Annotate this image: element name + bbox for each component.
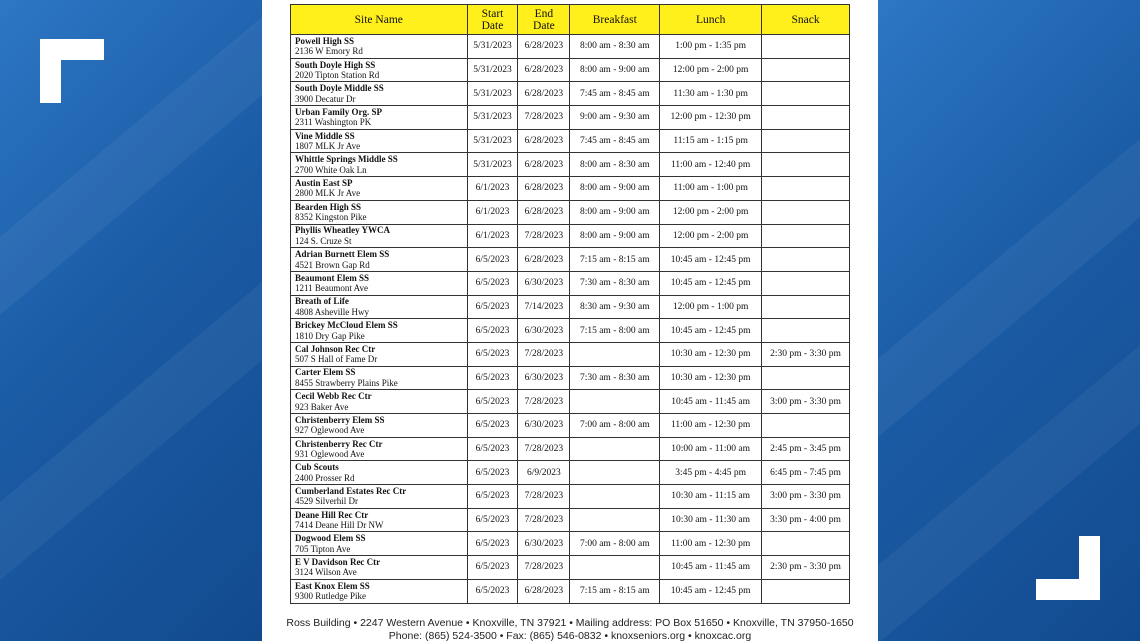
cell-breakfast: 7:30 am - 8:30 am — [570, 271, 660, 295]
header-start-line1: Start — [481, 7, 504, 20]
cell-start-date: 6/5/2023 — [467, 579, 518, 603]
cell-lunch: 10:45 am - 11:45 am — [660, 390, 762, 414]
site-name: Cecil Webb Rec Ctr — [295, 391, 372, 402]
header-start-line2: Date — [481, 19, 504, 32]
header-breakfast: Breakfast — [570, 5, 660, 35]
cell-site — [291, 82, 468, 106]
site-name: Cal Johnson Rec Ctr — [295, 343, 376, 354]
cell-lunch: 11:00 am - 12:40 pm — [660, 153, 762, 177]
cell-lunch: 11:15 am - 1:15 pm — [660, 129, 762, 153]
cell-snack — [762, 106, 850, 130]
site-name: Cub Scouts — [295, 462, 339, 473]
cell-snack — [762, 366, 850, 390]
cell-start-date: 6/5/2023 — [467, 532, 518, 556]
cell-start-date: 6/5/2023 — [467, 366, 518, 390]
cell-end-date: 6/9/2023 — [518, 461, 570, 485]
corner-bracket-top-left-icon — [40, 39, 104, 103]
cell-end-date: 6/30/2023 — [518, 414, 570, 438]
cell-lunch: 3:45 pm - 4:45 pm — [660, 461, 762, 485]
cell-site — [291, 248, 468, 272]
cell-start-date: 6/5/2023 — [467, 271, 518, 295]
cell-end-date: 7/28/2023 — [518, 437, 570, 461]
cell-snack — [762, 200, 850, 224]
site-address: 3124 Wilson Ave — [295, 567, 357, 578]
cell-end-date: 7/28/2023 — [518, 485, 570, 509]
site-name: Cumberland Estates Rec Ctr — [295, 485, 407, 496]
table-row — [291, 437, 850, 461]
cell-site — [291, 508, 468, 532]
cell-end-date: 6/28/2023 — [518, 82, 570, 106]
cell-lunch: 12:00 pm - 2:00 pm — [660, 58, 762, 82]
cell-lunch: 10:30 am - 12:30 pm — [660, 342, 762, 366]
cell-start-date: 6/5/2023 — [467, 437, 518, 461]
cell-breakfast: 7:00 am - 8:00 am — [570, 414, 660, 438]
cell-breakfast: 8:00 am - 9:00 am — [570, 58, 660, 82]
header-snack: Snack — [762, 5, 850, 35]
cell-site — [291, 153, 468, 177]
cell-lunch: 11:00 am - 1:00 pm — [660, 177, 762, 201]
cell-snack — [762, 177, 850, 201]
cell-snack — [762, 271, 850, 295]
cell-breakfast: 7:45 am - 8:45 am — [570, 129, 660, 153]
cell-breakfast: 8:00 am - 8:30 am — [570, 153, 660, 177]
cell-lunch: 10:45 am - 12:45 pm — [660, 319, 762, 343]
cell-breakfast: 8:30 am - 9:30 am — [570, 295, 660, 319]
table-row — [291, 35, 850, 59]
site-name: Carter Elem SS — [295, 367, 356, 378]
cell-site — [291, 390, 468, 414]
cell-breakfast: 8:00 am - 9:00 am — [570, 177, 660, 201]
table-row — [291, 579, 850, 603]
cell-snack — [762, 35, 850, 59]
cell-end-date: 7/28/2023 — [518, 342, 570, 366]
cell-snack: 2:45 pm - 3:45 pm — [762, 437, 850, 461]
site-address: 2136 W Emory Rd — [295, 46, 363, 57]
site-address: 4521 Brown Gap Rd — [295, 259, 370, 270]
cell-snack — [762, 153, 850, 177]
site-address: 3900 Decatur Dr — [295, 93, 356, 104]
cell-site — [291, 342, 468, 366]
cell-end-date: 6/28/2023 — [518, 200, 570, 224]
cell-snack: 3:30 pm - 4:00 pm — [762, 508, 850, 532]
table-row — [291, 295, 850, 319]
cell-site — [291, 295, 468, 319]
site-address: 931 Oglewood Ave — [295, 449, 365, 460]
cell-start-date: 5/31/2023 — [467, 106, 518, 130]
cell-end-date: 6/30/2023 — [518, 532, 570, 556]
cell-breakfast — [570, 508, 660, 532]
footer-address-line: Ross Building • 2247 Western Avenue • Knoxville, TN 37921 • Mailing address: PO Box 51650 • Knoxville, TN 37950-1650 — [286, 617, 854, 629]
cell-end-date: 7/28/2023 — [518, 508, 570, 532]
site-name: South Doyle Middle SS — [295, 83, 384, 94]
footer-contact-line: Phone: (865) 524-3500 • Fax: (865) 546-0832 • knoxseniors.org • knoxcac.org — [388, 630, 752, 641]
cell-lunch: 10:45 am - 11:45 am — [660, 556, 762, 580]
site-address: 2800 MLK Jr Ave — [295, 188, 361, 199]
cell-start-date: 5/31/2023 — [467, 35, 518, 59]
document-page — [262, 0, 878, 641]
cell-start-date: 6/5/2023 — [467, 319, 518, 343]
cell-snack — [762, 82, 850, 106]
cell-end-date: 6/30/2023 — [518, 319, 570, 343]
cell-lunch: 10:45 am - 12:45 pm — [660, 248, 762, 272]
cell-breakfast: 7:15 am - 8:00 am — [570, 319, 660, 343]
cell-site — [291, 579, 468, 603]
table-row — [291, 224, 850, 248]
table-row — [291, 82, 850, 106]
cell-site — [291, 366, 468, 390]
cell-breakfast: 7:15 am - 8:15 am — [570, 248, 660, 272]
site-name: Adrian Burnett Elem SS — [295, 249, 390, 260]
site-address: 8455 Strawberry Plains Pike — [295, 377, 398, 388]
table-row — [291, 319, 850, 343]
cell-end-date: 6/28/2023 — [518, 153, 570, 177]
cell-end-date: 6/28/2023 — [518, 35, 570, 59]
cell-snack: 2:30 pm - 3:30 pm — [762, 556, 850, 580]
table-row — [291, 129, 850, 153]
site-name: Phyllis Wheatley YWCA — [295, 225, 391, 236]
site-address: 1810 Dry Gap Pike — [295, 330, 365, 341]
table-row — [291, 485, 850, 509]
cell-snack — [762, 319, 850, 343]
table-row — [291, 342, 850, 366]
header-end-date — [518, 5, 570, 35]
header-end-line2: Date — [533, 19, 555, 32]
table-row — [291, 271, 850, 295]
cell-breakfast: 8:00 am - 8:30 am — [570, 35, 660, 59]
cell-start-date: 6/5/2023 — [467, 414, 518, 438]
cell-snack — [762, 129, 850, 153]
cell-breakfast: 7:15 am - 8:15 am — [570, 579, 660, 603]
cell-site — [291, 556, 468, 580]
corner-bracket-bottom-right-icon — [1036, 536, 1100, 600]
cell-site — [291, 58, 468, 82]
site-address: 507 S Hall of Fame Dr — [295, 354, 378, 365]
cell-start-date: 6/5/2023 — [467, 342, 518, 366]
cell-lunch: 12:00 pm - 1:00 pm — [660, 295, 762, 319]
header-start-date — [467, 5, 518, 35]
cell-site — [291, 106, 468, 130]
site-name: Brickey McCloud Elem SS — [295, 320, 398, 331]
site-address: 2400 Prosser Rd — [295, 472, 355, 483]
header-site-name: Site Name — [291, 5, 468, 35]
site-address: 705 Tipton Ave — [295, 543, 351, 554]
cell-end-date: 7/28/2023 — [518, 556, 570, 580]
cell-start-date: 6/1/2023 — [467, 224, 518, 248]
site-name: Beaumont Elem SS — [295, 272, 370, 283]
cell-lunch: 10:30 am - 11:15 am — [660, 485, 762, 509]
table-row — [291, 556, 850, 580]
site-address: 4808 Asheville Hwy — [295, 306, 369, 317]
site-address: 2311 Washington PK — [295, 117, 372, 128]
cell-site — [291, 532, 468, 556]
cell-lunch: 10:30 am - 12:30 pm — [660, 366, 762, 390]
site-name: South Doyle High SS — [295, 59, 376, 70]
cell-start-date: 5/31/2023 — [467, 58, 518, 82]
cell-lunch: 10:45 am - 12:45 pm — [660, 271, 762, 295]
cell-lunch: 10:30 am - 11:30 am — [660, 508, 762, 532]
cell-snack — [762, 579, 850, 603]
cell-snack — [762, 414, 850, 438]
site-address: 8352 Kingston Pike — [295, 212, 367, 223]
cell-breakfast — [570, 485, 660, 509]
site-address: 9300 Rutledge Pike — [295, 591, 366, 602]
site-address: 7414 Deane Hill Dr NW — [295, 520, 384, 531]
cell-end-date: 7/28/2023 — [518, 390, 570, 414]
table-body — [291, 35, 850, 604]
table-row — [291, 200, 850, 224]
cell-end-date: 6/28/2023 — [518, 177, 570, 201]
cell-site — [291, 35, 468, 59]
cell-start-date: 6/5/2023 — [467, 508, 518, 532]
site-name: Urban Family Org. SP — [295, 106, 382, 117]
meal-sites-table — [290, 4, 850, 604]
table-row — [291, 461, 850, 485]
cell-start-date: 5/31/2023 — [467, 129, 518, 153]
site-name: Austin East SP — [295, 177, 353, 188]
cell-start-date: 5/31/2023 — [467, 153, 518, 177]
cell-site — [291, 271, 468, 295]
site-name: Vine Middle SS — [295, 130, 355, 141]
table-row — [291, 153, 850, 177]
cell-snack — [762, 58, 850, 82]
cell-snack: 3:00 pm - 3:30 pm — [762, 485, 850, 509]
cell-site — [291, 485, 468, 509]
cell-site — [291, 129, 468, 153]
cell-lunch: 12:00 pm - 12:30 pm — [660, 106, 762, 130]
cell-start-date: 5/31/2023 — [467, 82, 518, 106]
site-name: Christenberry Rec Ctr — [295, 438, 383, 449]
cell-snack — [762, 532, 850, 556]
cell-breakfast — [570, 461, 660, 485]
cell-lunch: 10:45 am - 12:45 pm — [660, 579, 762, 603]
cell-end-date: 6/30/2023 — [518, 366, 570, 390]
cell-site — [291, 200, 468, 224]
site-address: 2700 White Oak Ln — [295, 164, 367, 175]
cell-start-date: 6/5/2023 — [467, 461, 518, 485]
cell-start-date: 6/5/2023 — [467, 390, 518, 414]
cell-breakfast — [570, 556, 660, 580]
header-end-line1: End — [534, 7, 554, 20]
table-row — [291, 532, 850, 556]
cell-site — [291, 177, 468, 201]
site-address: 124 S. Cruze St — [295, 235, 352, 246]
cell-lunch: 10:00 am - 11:00 am — [660, 437, 762, 461]
cell-breakfast — [570, 437, 660, 461]
cell-site — [291, 319, 468, 343]
site-address: 927 Oglewood Ave — [295, 425, 365, 436]
cell-lunch: 12:00 pm - 2:00 pm — [660, 224, 762, 248]
cell-breakfast: 7:45 am - 8:45 am — [570, 82, 660, 106]
cell-end-date: 7/28/2023 — [518, 224, 570, 248]
cell-breakfast: 9:00 am - 9:30 am — [570, 106, 660, 130]
site-address: 923 Baker Ave — [295, 401, 349, 412]
table-header-row — [291, 5, 850, 35]
cell-lunch: 11:00 am - 12:30 pm — [660, 532, 762, 556]
table-row — [291, 58, 850, 82]
cell-start-date: 6/1/2023 — [467, 200, 518, 224]
cell-start-date: 6/5/2023 — [467, 295, 518, 319]
cell-breakfast: 8:00 am - 9:00 am — [570, 200, 660, 224]
table-row — [291, 177, 850, 201]
site-name: Powell High SS — [295, 35, 355, 46]
cell-snack: 3:00 pm - 3:30 pm — [762, 390, 850, 414]
cell-snack — [762, 295, 850, 319]
cell-end-date: 7/14/2023 — [518, 295, 570, 319]
cell-end-date: 6/28/2023 — [518, 248, 570, 272]
cell-start-date: 6/5/2023 — [467, 248, 518, 272]
header-lunch: Lunch — [660, 5, 762, 35]
table-row — [291, 414, 850, 438]
cell-start-date: 6/5/2023 — [467, 485, 518, 509]
table-row — [291, 508, 850, 532]
cell-lunch: 11:00 am - 12:30 pm — [660, 414, 762, 438]
cell-snack: 6:45 pm - 7:45 pm — [762, 461, 850, 485]
cell-start-date: 6/1/2023 — [467, 177, 518, 201]
cell-site — [291, 224, 468, 248]
cell-breakfast — [570, 390, 660, 414]
cell-snack: 2:30 pm - 3:30 pm — [762, 342, 850, 366]
table-row — [291, 390, 850, 414]
site-name: East Knox Elem SS — [295, 580, 370, 591]
cell-lunch: 1:00 pm - 1:35 pm — [660, 35, 762, 59]
site-address: 1211 Beaumont Ave — [295, 283, 368, 294]
cell-snack — [762, 248, 850, 272]
cell-site — [291, 414, 468, 438]
cell-site — [291, 437, 468, 461]
site-name: Christenberry Elem SS — [295, 414, 385, 425]
cell-end-date: 6/28/2023 — [518, 579, 570, 603]
table-row — [291, 106, 850, 130]
site-address: 1807 MLK Jr Ave — [295, 141, 361, 152]
cell-breakfast: 7:00 am - 8:00 am — [570, 532, 660, 556]
site-name: Deane Hill Rec Ctr — [295, 509, 369, 520]
site-name: E V Davidson Rec Ctr — [295, 556, 381, 567]
cell-site — [291, 461, 468, 485]
cell-lunch: 11:30 am - 1:30 pm — [660, 82, 762, 106]
cell-end-date: 7/28/2023 — [518, 106, 570, 130]
cell-end-date: 6/30/2023 — [518, 271, 570, 295]
site-name: Bearden High SS — [295, 201, 362, 212]
cell-breakfast: 8:00 am - 9:00 am — [570, 224, 660, 248]
site-name: Whittle Springs Middle SS — [295, 154, 398, 165]
cell-snack — [762, 224, 850, 248]
table-row — [291, 366, 850, 390]
cell-end-date: 6/28/2023 — [518, 58, 570, 82]
site-address: 4529 Silverhil Dr — [295, 496, 358, 507]
cell-start-date: 6/5/2023 — [467, 556, 518, 580]
site-name: Dogwood Elem SS — [295, 533, 366, 544]
table-row — [291, 248, 850, 272]
cell-lunch: 12:00 pm - 2:00 pm — [660, 200, 762, 224]
cell-breakfast — [570, 342, 660, 366]
cell-end-date: 6/28/2023 — [518, 129, 570, 153]
site-address: 2020 Tipton Station Rd — [295, 70, 380, 81]
site-name: Breath of Life — [295, 296, 349, 307]
background-right-panel — [878, 0, 1140, 641]
cell-breakfast: 7:30 am - 8:30 am — [570, 366, 660, 390]
